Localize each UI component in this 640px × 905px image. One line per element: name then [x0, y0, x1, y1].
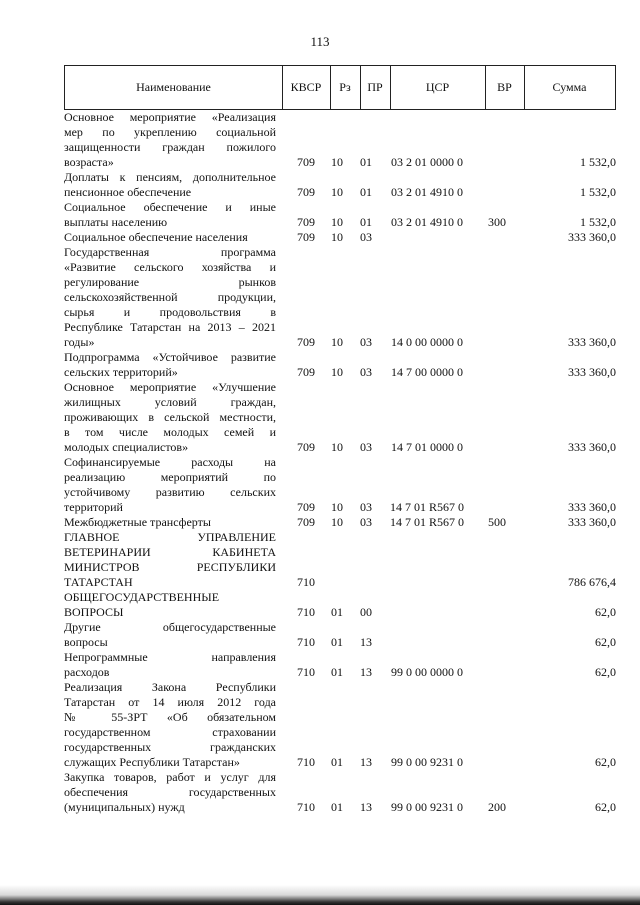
row-name-line: Социальное обеспечение и иные: [64, 200, 276, 214]
row-name: [64, 590, 276, 620]
row-pr: 03: [360, 515, 372, 529]
row-name-line: возраста»: [64, 155, 114, 169]
row-rz: 01: [331, 635, 343, 649]
table-row: [64, 455, 624, 515]
table-row: [64, 650, 624, 680]
row-kvsr: 710: [297, 635, 315, 649]
table-row: [64, 230, 624, 245]
row-name: [64, 230, 276, 245]
row-csr: 14 0 00 0000 0: [391, 335, 463, 349]
header-kvsr: КВСР: [290, 80, 322, 94]
row-name-line: обеспечения государственных: [64, 785, 276, 799]
table-row: [64, 620, 624, 650]
row-sum: 62,0: [595, 605, 616, 619]
row-pr: 03: [360, 500, 372, 514]
row-pr: 03: [360, 440, 372, 454]
row-sum: 1 532,0: [580, 185, 616, 199]
row-rz: 10: [331, 440, 343, 454]
row-rz: 01: [331, 755, 343, 769]
row-rz: 01: [331, 605, 343, 619]
row-sum: 333 360,0: [568, 365, 616, 379]
row-kvsr: 709: [297, 335, 315, 349]
row-name-line: ВОПРОСЫ: [64, 605, 124, 619]
row-pr: 01: [360, 185, 372, 199]
row-name-line: Межбюджетные трансферты: [64, 515, 211, 529]
header-rz: Рз: [339, 80, 351, 94]
row-name-line: годы»: [64, 335, 95, 349]
row-name-line: государственных гражданских: [64, 740, 276, 754]
row-rz: 10: [331, 185, 343, 199]
row-name-line: сельскохозяйственной продукции,: [64, 290, 276, 304]
table-row: [64, 770, 624, 815]
row-kvsr: 710: [297, 665, 315, 679]
row-name-line: реализацию мероприятий по: [64, 470, 276, 484]
table-row: [64, 530, 624, 590]
row-csr: 99 0 00 9231 0: [391, 755, 463, 769]
row-name: [64, 515, 276, 530]
scan-edge: [0, 885, 640, 905]
table-row: [64, 110, 624, 170]
row-sum: 333 360,0: [568, 515, 616, 529]
row-sum: 1 532,0: [580, 215, 616, 229]
row-name-line: Государственная программа: [64, 245, 276, 259]
table-row: [64, 680, 624, 770]
table-row: [64, 170, 624, 200]
row-rz: 10: [331, 230, 343, 244]
row-name-line: МИНИСТРОВ РЕСПУБЛИКИ: [64, 560, 276, 574]
row-pr: 13: [360, 635, 372, 649]
table-header: [64, 65, 616, 110]
row-name-line: Республике Татарстан на 2013 – 2021: [64, 320, 276, 334]
table-row: [64, 245, 624, 350]
row-name: [64, 350, 276, 380]
row-name-line: государственном страховании: [64, 725, 276, 739]
row-sum: 62,0: [595, 635, 616, 649]
row-name-line: служащих Республики Татарстан»: [64, 755, 240, 769]
row-sum: 62,0: [595, 755, 616, 769]
table-row: [64, 515, 624, 530]
row-rz: 10: [331, 335, 343, 349]
row-rz: 10: [331, 365, 343, 379]
row-csr: 99 0 00 9231 0: [391, 800, 463, 814]
row-rz: 10: [331, 500, 343, 514]
row-name-line: Татарстан от 14 июля 2012 года: [64, 695, 276, 709]
row-sum: 62,0: [595, 800, 616, 814]
header-vr: ВР: [497, 80, 512, 94]
row-kvsr: 709: [297, 500, 315, 514]
row-sum: 333 360,0: [568, 230, 616, 244]
row-sum: 333 360,0: [568, 500, 616, 514]
row-rz: 01: [331, 800, 343, 814]
row-name-line: Основное мероприятие «Улучшение: [64, 380, 276, 394]
row-name: [64, 170, 276, 200]
row-sum: 333 360,0: [568, 440, 616, 454]
row-kvsr: 709: [297, 185, 315, 199]
row-name-line: Социальное обеспечение населения: [64, 230, 248, 244]
row-pr: 03: [360, 335, 372, 349]
row-csr: 14 7 01 R567 0: [389, 515, 464, 529]
row-csr: 14 7 01 R567 0: [389, 500, 464, 514]
row-pr: 13: [360, 665, 372, 679]
row-name-line: молодых специалистов»: [64, 440, 189, 454]
row-name-line: сельских территорий»: [64, 365, 178, 379]
row-kvsr: 709: [297, 230, 315, 244]
row-name-line: расходов: [64, 665, 110, 679]
row-sum: 333 360,0: [568, 335, 616, 349]
row-name-line: ГЛАВНОЕ УПРАВЛЕНИЕ: [64, 530, 276, 544]
row-name-line: (муниципальных) нужд: [64, 800, 185, 814]
row-csr: 14 7 01 0000 0: [391, 440, 463, 454]
row-name-line: выплаты населению: [64, 215, 168, 229]
row-kvsr: 710: [297, 800, 315, 814]
table-row: [64, 350, 624, 380]
row-pr: 13: [360, 755, 372, 769]
row-name-line: ВЕТЕРИНАРИИ КАБИНЕТА: [64, 545, 276, 559]
row-name: [64, 680, 276, 770]
row-name-line: Доплаты к пенсиям, дополнительное: [64, 170, 276, 184]
row-name: [64, 380, 276, 455]
row-csr: 03 2 01 4910 0: [391, 185, 463, 199]
row-name-line: Непрограммные направления: [64, 650, 276, 664]
row-name: [64, 245, 276, 350]
row-name: [64, 770, 276, 815]
row-name: [64, 455, 276, 515]
header-name: Наименование: [136, 80, 211, 94]
row-name-line: территорий: [64, 500, 123, 514]
row-kvsr: 709: [297, 440, 315, 454]
row-kvsr: 709: [297, 515, 315, 529]
row-kvsr: 709: [297, 215, 315, 229]
budget-table-body: [64, 110, 624, 815]
row-name-line: Реализация Закона Республики: [64, 680, 276, 694]
row-name-line: вопросы: [64, 635, 108, 649]
row-pr: 01: [360, 215, 372, 229]
row-vr: 200: [488, 800, 506, 814]
row-name: [64, 650, 276, 680]
row-name-line: защищенности граждан пожилого: [64, 140, 276, 154]
row-name: [64, 200, 276, 230]
row-sum: 62,0: [595, 665, 616, 679]
row-csr: 14 7 00 0000 0: [391, 365, 463, 379]
row-name-line: устойчивому развитию сельских: [64, 485, 276, 499]
header-csr: ЦСР: [425, 80, 450, 94]
row-kvsr: 710: [297, 755, 315, 769]
row-name-line: «Развитие сельского хозяйства и: [64, 260, 276, 274]
row-pr: 13: [360, 800, 372, 814]
row-name-line: мер по укреплению социальной: [64, 125, 276, 139]
row-name-line: пенсионное обеспечение: [64, 185, 192, 199]
row-rz: 10: [331, 515, 343, 529]
row-vr: 500: [488, 515, 506, 529]
row-name-line: Софинансируемые расходы на: [64, 455, 276, 469]
row-name-line: регулирование рынков: [64, 275, 276, 289]
row-kvsr: 710: [297, 575, 315, 589]
row-name: [64, 110, 276, 170]
row-name-line: жилищных условий граждан,: [64, 395, 276, 409]
row-rz: 01: [331, 665, 343, 679]
row-pr: 03: [360, 365, 372, 379]
row-kvsr: 710: [297, 605, 315, 619]
row-name-line: ТАТАРСТАН: [64, 575, 133, 589]
row-name-line: ОБЩЕГОСУДАРСТВЕННЫЕ: [64, 590, 220, 604]
table-row: [64, 200, 624, 230]
row-sum: 786 676,4: [568, 575, 616, 589]
row-name-line: в том числе молодых семей и: [64, 425, 276, 439]
row-name-line: Закупка товаров, работ и услуг для: [64, 770, 276, 784]
row-name: [64, 530, 276, 590]
row-pr: 01: [360, 155, 372, 169]
page-number: 113: [310, 34, 330, 49]
row-pr: 00: [360, 605, 372, 619]
row-vr: 300: [488, 215, 506, 229]
row-kvsr: 709: [297, 365, 315, 379]
row-name-line: Подпрограмма «Устойчивое развитие: [64, 350, 276, 364]
row-name-line: № 55-ЗРТ «Об обязательном: [64, 710, 276, 724]
table-row: [64, 590, 624, 620]
row-rz: 10: [331, 215, 343, 229]
row-kvsr: 709: [297, 155, 315, 169]
table-row: [64, 380, 624, 455]
row-csr: 03 2 01 0000 0: [391, 155, 463, 169]
row-csr: 03 2 01 4910 0: [391, 215, 463, 229]
row-sum: 1 532,0: [580, 155, 616, 169]
row-name: [64, 620, 276, 650]
row-name-line: Другие общегосударственные: [64, 620, 276, 634]
header-pr: ПР: [367, 80, 383, 94]
row-rz: 10: [331, 155, 343, 169]
row-name-line: Основное мероприятие «Реализация: [64, 110, 276, 124]
row-name-line: проживающих в сельской местности,: [64, 410, 276, 424]
row-pr: 03: [360, 230, 372, 244]
row-csr: 99 0 00 0000 0: [391, 665, 463, 679]
row-name-line: сырья и продовольствия в: [64, 305, 276, 319]
header-sum: Сумма: [552, 80, 587, 94]
